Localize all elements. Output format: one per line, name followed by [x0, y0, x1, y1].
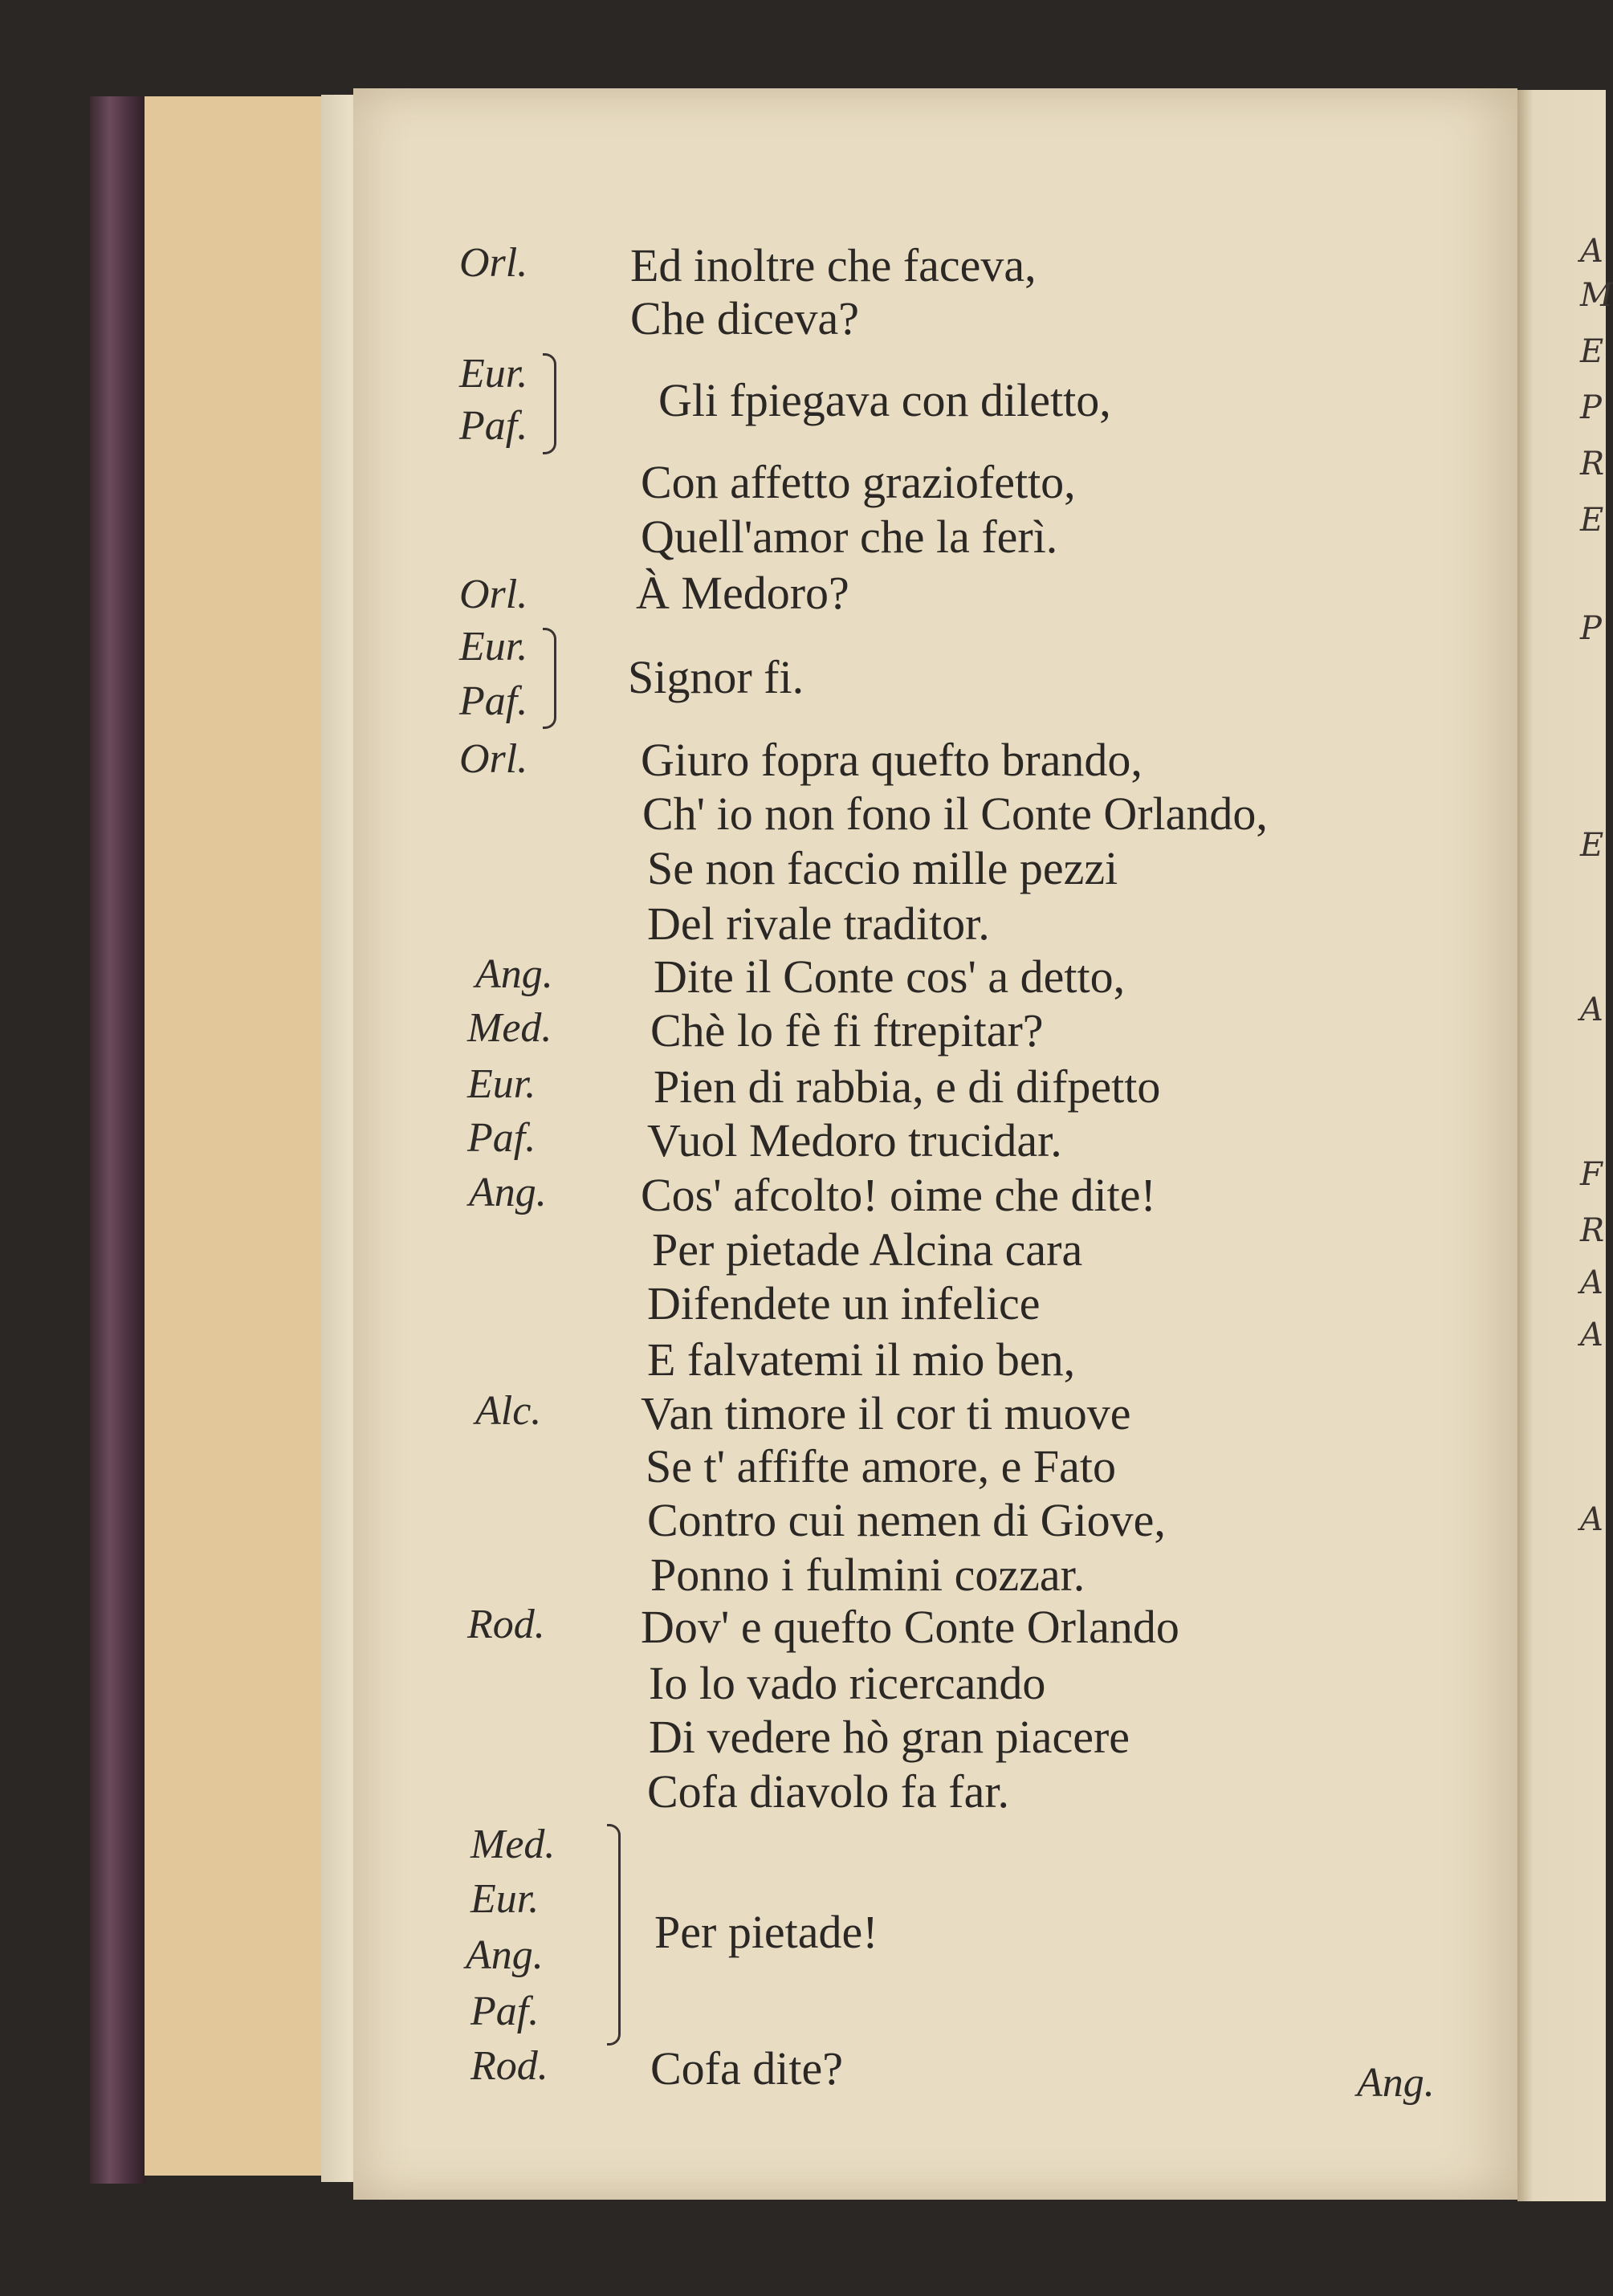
adjacent-page-letter: P: [1580, 610, 1602, 647]
speaker-label: Rod.: [467, 1602, 545, 1647]
verse-line: Del rivale traditor.: [647, 898, 990, 950]
verse-line: Difendete un infelice: [647, 1277, 1041, 1329]
verse-line: Quell'amor che la ferì.: [641, 511, 1058, 563]
endpaper: [145, 96, 324, 2176]
adjacent-page-letter: A: [1580, 233, 1603, 270]
speaker-label: Eur.: [470, 1876, 540, 1922]
speaker-label: Ang.: [469, 1170, 547, 1215]
verse-line: Che diceva?: [630, 292, 860, 344]
speaker-group-brace: [543, 628, 556, 729]
adjacent-page-letter: P: [1580, 389, 1602, 426]
adjacent-page-letter: A: [1580, 991, 1603, 1028]
speaker-label: Orl.: [459, 736, 528, 782]
adjacent-page-letter: A: [1580, 1317, 1603, 1354]
verse-line: Dov' e quefto Conte Orlando: [641, 1601, 1179, 1653]
verse-line: Di vedere hò gran piacere: [649, 1711, 1130, 1763]
adjacent-page-letter: R: [1580, 446, 1605, 482]
verse-line: Cofa dite?: [650, 2042, 843, 2094]
speaker-label: Med.: [467, 1005, 552, 1051]
verse-line: Vuol Medoro trucidar.: [647, 1114, 1062, 1166]
speaker-label: Ang.: [466, 1932, 544, 1978]
speaker-label: Ang.: [475, 951, 553, 997]
adjacent-page-letter: M: [1580, 277, 1613, 314]
speaker-label: Paf.: [459, 403, 528, 449]
verse-line: Signor fi.: [628, 651, 804, 703]
speaker-group-brace: [543, 353, 556, 454]
adjacent-page-letter: F: [1580, 1156, 1603, 1193]
speaker-label: Orl.: [459, 240, 528, 286]
speaker-label: Paf.: [470, 1989, 540, 2034]
adjacent-page-letter: A: [1580, 1264, 1603, 1301]
verse-line: Cofa diavolo fa far.: [647, 1765, 1009, 1818]
verse-line: Giuro fopra quefto brando,: [641, 734, 1143, 786]
verse-line: Ponno i fulmini cozzar.: [650, 1549, 1086, 1601]
verse-line: Se non faccio mille pezzi: [647, 842, 1118, 894]
speaker-label: Eur.: [467, 1061, 536, 1107]
verse-line: Pien di rabbia, e di difpetto: [654, 1060, 1161, 1113]
verse-line: Ed inoltre che faceva,: [630, 239, 1037, 291]
speaker-label: Alc.: [475, 1388, 542, 1434]
verse-line: Chè lo fè fi ftrepitar?: [650, 1004, 1044, 1056]
verse-line: À Medoro?: [636, 567, 849, 619]
speaker-label: Eur.: [459, 624, 528, 670]
speaker-label: Paf.: [467, 1115, 536, 1161]
verse-line: Ch' io non fono il Conte Orlando,: [642, 788, 1268, 840]
verse-line: Se t' affifte amore, e Fato: [646, 1440, 1116, 1492]
adjacent-page-letter: R: [1580, 1212, 1605, 1249]
speaker-group-brace: [607, 1824, 621, 2046]
book-cover-edge: [90, 96, 146, 2184]
adjacent-page-letter: E: [1580, 502, 1604, 539]
verse-line: Cos' afcolto! oime che dite!: [641, 1169, 1156, 1221]
adjacent-page-letter: A: [1580, 1501, 1603, 1538]
speaker-label: Paf.: [459, 678, 528, 724]
verse-line: Per pietade!: [654, 1906, 878, 1958]
verse-line: Dite il Conte cos' a detto,: [654, 951, 1126, 1003]
adjacent-page-letter: E: [1580, 827, 1604, 864]
verse-line: Gli fpiegava con diletto,: [658, 374, 1111, 426]
verse-line: Van timore il cor ti muove: [641, 1387, 1131, 1439]
verse-line: Contro cui nemen di Giove,: [647, 1494, 1166, 1546]
speaker-label: Med.: [470, 1822, 556, 1867]
verse-line: Per pietade Alcina cara: [652, 1223, 1083, 1276]
speaker-label: Eur.: [459, 351, 528, 397]
verse-line: Con affetto graziofetto,: [641, 456, 1076, 508]
speaker-label: Orl.: [459, 572, 528, 617]
speaker-label: Rod.: [470, 2043, 548, 2089]
verse-line: E falvatemi il mio ben,: [647, 1333, 1076, 1386]
catchword: Ang.: [1357, 2060, 1435, 2106]
verse-line: Io lo vado ricercando: [649, 1657, 1046, 1709]
adjacent-page-letter: E: [1580, 333, 1604, 370]
